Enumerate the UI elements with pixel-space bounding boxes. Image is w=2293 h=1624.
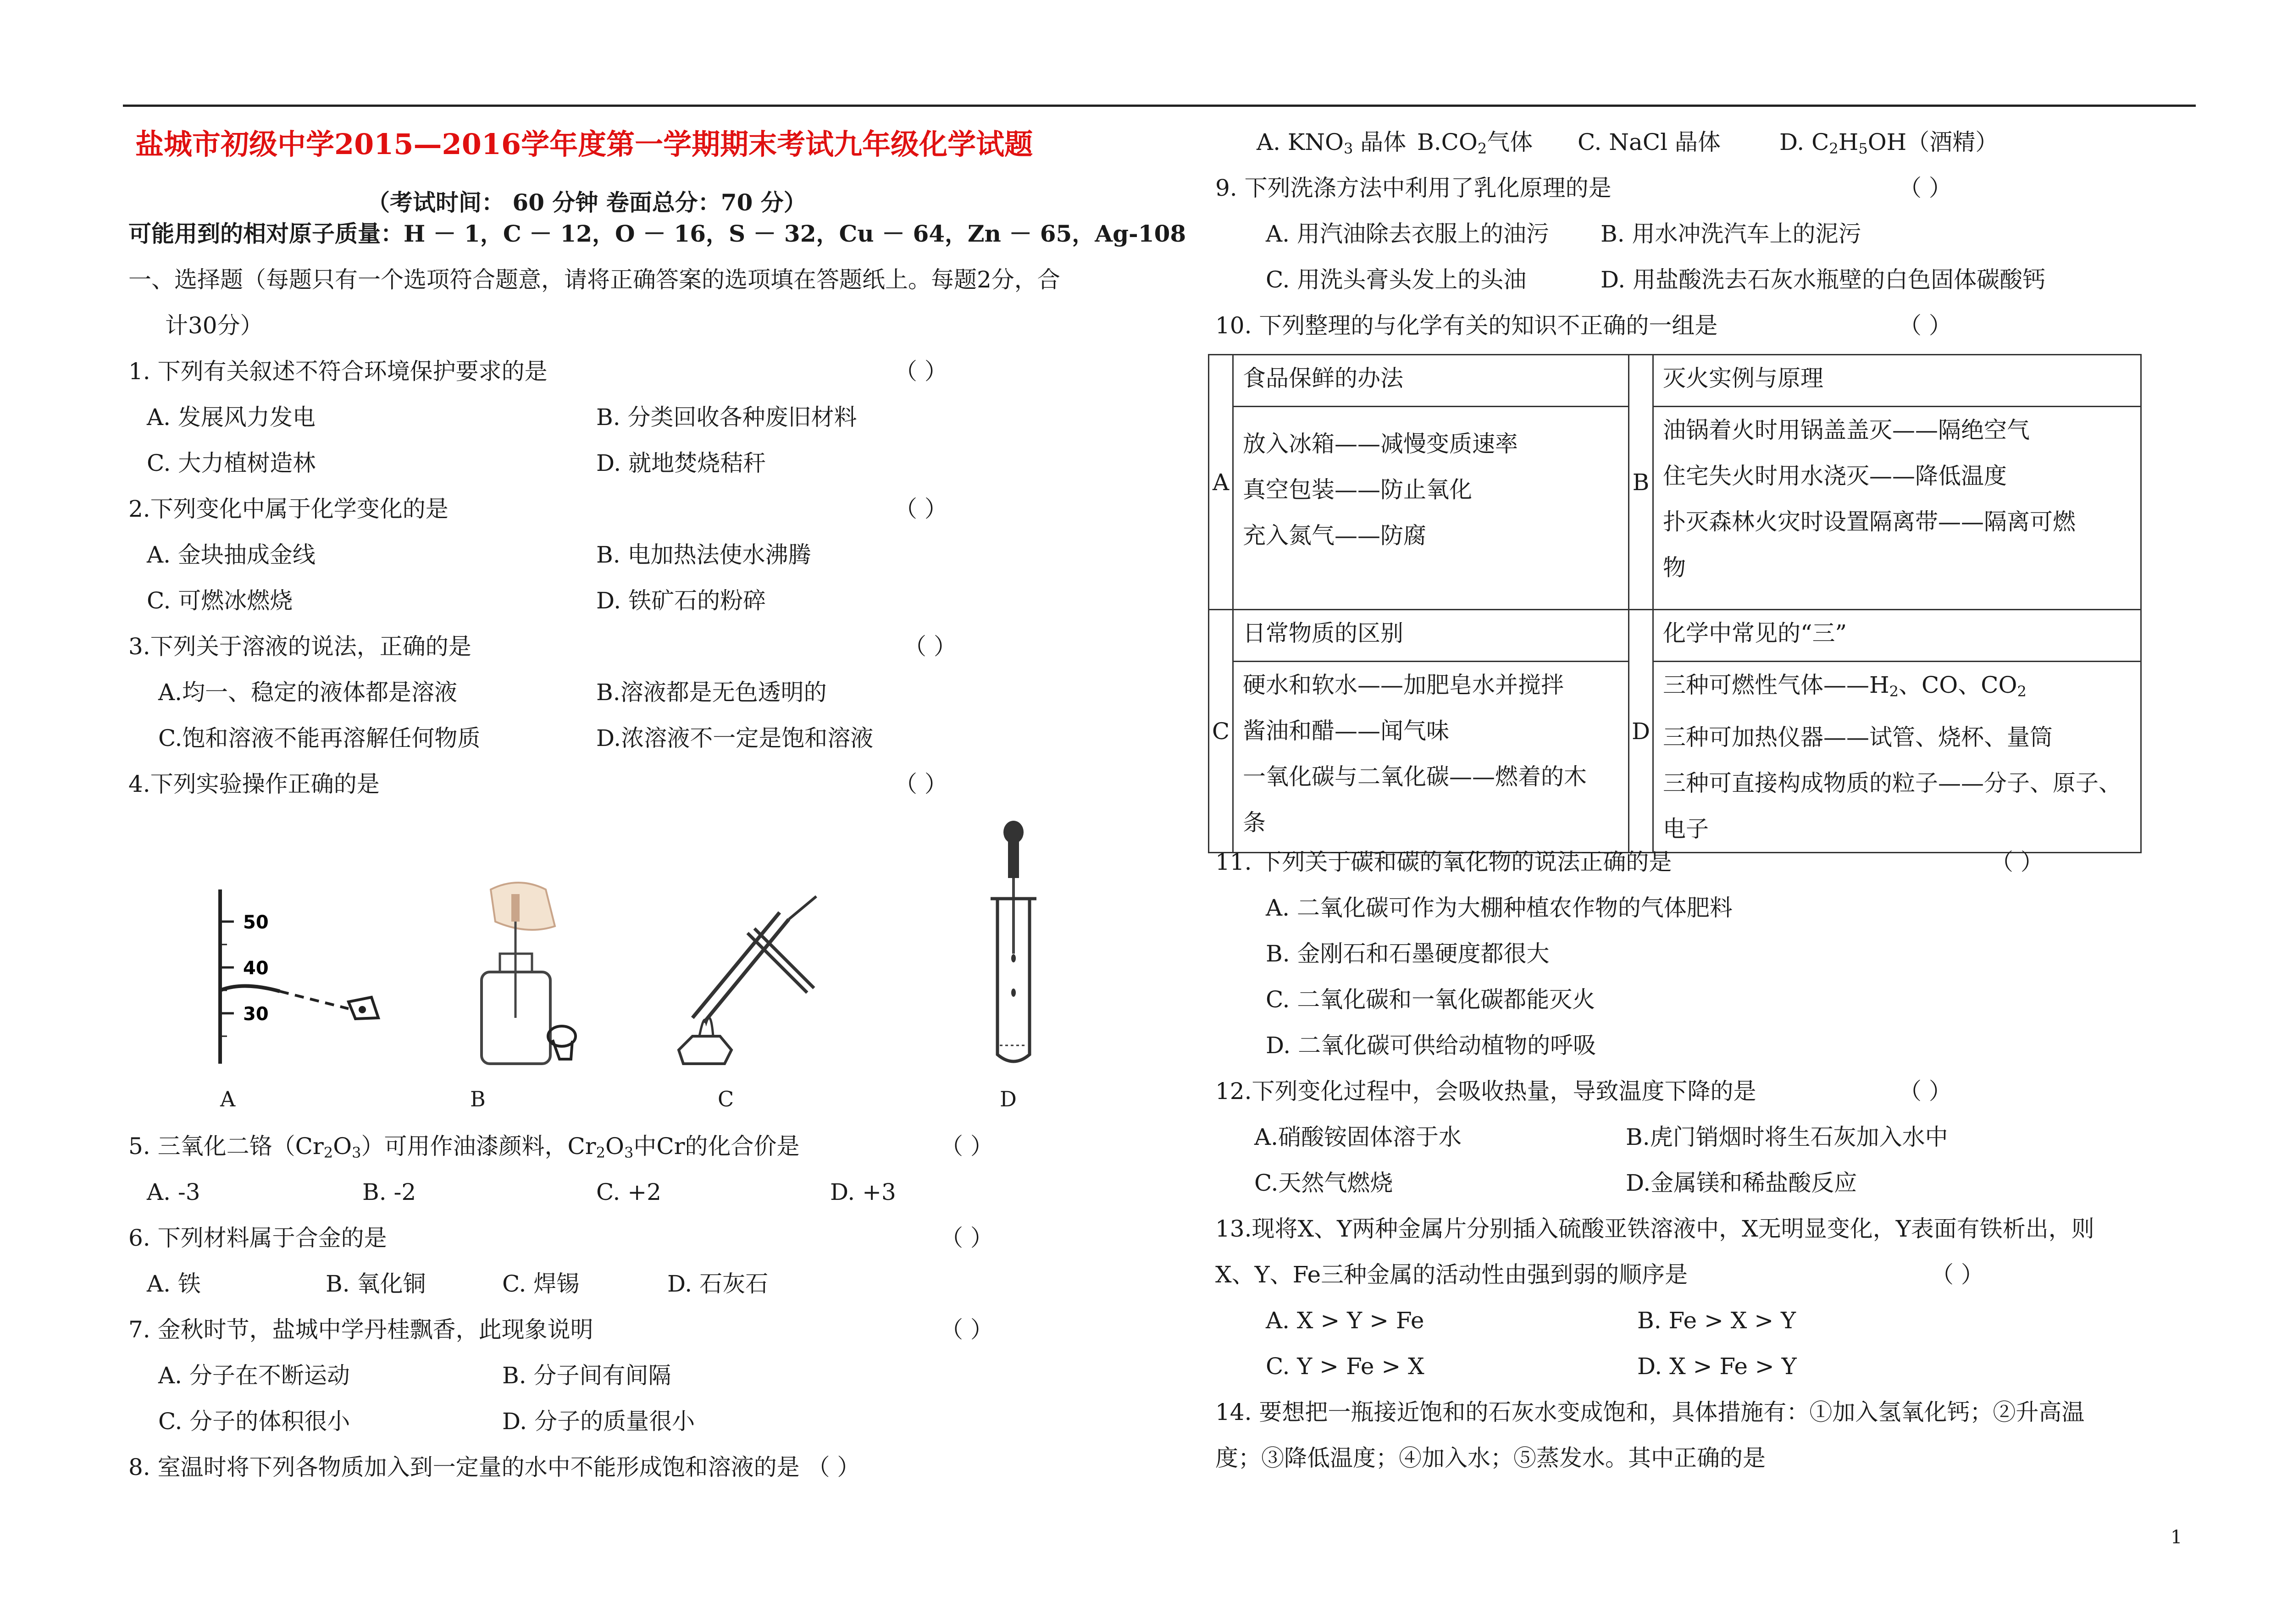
q8-option-d: D. $C_2H_5OH$（酒精） (1779, 129, 1999, 157)
exam-info: （考试时间： 60 分钟 卷面总分：70 分） (367, 189, 807, 216)
q10-d-line-3: 三种可直接构成物质的粒子——分子、原子、 (1663, 770, 2121, 796)
q13-option-b: B. Fe > X > Y (1637, 1307, 1796, 1334)
q6-stem: 6. 下列材料属于合金的是 (128, 1225, 387, 1251)
q13-option-c: C. Y > Fe > X (1266, 1353, 1424, 1380)
q4-stem: 4.下列实验操作正确的是 (128, 771, 380, 797)
q7-option-d: D. 分子的质量很小 (502, 1408, 695, 1435)
q10-c-line-3: 一氧化碳与二氧化碳——燃着的木 (1243, 763, 1587, 790)
figure-label-b: B (470, 1087, 486, 1111)
q6-option-b: B. 氧化铜 (326, 1270, 426, 1297)
q2-option-d: D. 铁矿石的粉碎 (596, 587, 766, 614)
q10-d-heading: 化学中常见的“三” (1653, 610, 2141, 662)
q2-option-b: B. 电加热法使水沸腾 (596, 541, 811, 568)
q10-b-line-2: 住宅失火时用水浇灭——降低温度 (1663, 463, 2007, 489)
q8-option-c: C. NaCl 晶体 (1578, 129, 1721, 155)
q8-stem: 8. 室温时将下列各物质加入到一定量的水中不能形成饱和溶液的是 （ ） (128, 1454, 860, 1480)
q1-option-b: B. 分类回收各种废旧材料 (596, 404, 857, 431)
q10-c-line-1: 硬水和软水——加肥皂水并搅拌 (1243, 672, 1564, 698)
q3-option-d: D.浓溶液不一定是饱和溶液 (596, 725, 874, 751)
q13-stem-cont: X、Y、Fe三种金属的活动性由强到弱的顺序是 (1215, 1261, 1688, 1288)
q2-option-c: C. 可燃冰燃烧 (147, 587, 293, 614)
q14-stem-cont: 度；③降低温度；④加入水；⑤蒸发水。其中正确的是 (1215, 1445, 1766, 1471)
q11-stem: 11. 下列关于碳和碳的氧化物的说法正确的是 (1215, 849, 1672, 875)
dropper-test-tube-figure (991, 821, 1036, 1061)
q3-option-c: C.饱和溶液不能再溶解任何物质 (158, 725, 481, 751)
q1-option-c: C. 大力植树造林 (147, 450, 316, 476)
q10-row-label-a: A (1209, 355, 1233, 610)
graduated-cylinder-figure (220, 889, 378, 1064)
q12-stem: 12.下列变化过程中，会吸收热量，导致温度下降的是 (1215, 1078, 1756, 1105)
q6-option-a: A. 铁 (147, 1270, 201, 1297)
q8-option-b: $B.CO_2$气体 (1417, 129, 1533, 157)
dropper-bottle-figure (482, 883, 576, 1064)
q9-option-b: B. 用水冲洗汽车上的泥污 (1601, 221, 1861, 247)
q1-stem: 1. 下列有关叙述不符合环境保护要求的是 (128, 358, 548, 385)
q10-a-heading: 食品保鲜的办法 (1233, 355, 1629, 407)
q10-b-line-3: 扑灭森林火灾时设置隔离带——隔离可燃 (1663, 508, 2076, 535)
q11-answer-paren: （ ） (1990, 849, 2044, 875)
q13-option-a: A. X > Y > Fe (1266, 1307, 1424, 1334)
q13-answer-paren: （ ） (1931, 1261, 1984, 1288)
q10-row-label-b: B (1629, 355, 1653, 610)
tick-40: 40 (243, 958, 269, 979)
top-rule (123, 105, 2196, 107)
q3-option-b: B.溶液都是无色透明的 (596, 679, 827, 706)
figure-label-a: A (220, 1087, 236, 1111)
q4-experiment-figures (197, 821, 1114, 1082)
q10-d-line-1: 三种可燃性气体$——H_2$、CO、$CO_2$ (1663, 672, 2027, 700)
q7-option-b: B. 分子间有间隔 (502, 1362, 671, 1389)
q11-option-a: A. 二氧化碳可作为大棚种植农作物的气体肥料 (1266, 895, 1733, 921)
q3-answer-paren: （ ） (903, 633, 957, 660)
q9-option-c: C. 用洗头膏头发上的头油 (1266, 266, 1527, 293)
q5-stem: 5. 三氧化二铬$(Cr_2O_3)$可用作油漆颜料，$Cr_2O_3$中Cr的化合价是 (128, 1133, 800, 1161)
q10-a-line-1: 放入冰箱——减慢变质速率 (1243, 431, 1518, 457)
q9-stem: 9. 下列洗涤方法中利用了乳化原理的是 (1215, 175, 1612, 201)
q1-option-d: D. 就地焚烧秸秆 (596, 450, 766, 476)
q10-row-label-d: D (1629, 610, 1653, 853)
figure-label-c: C (718, 1087, 734, 1111)
q10-a-content (1233, 407, 1629, 610)
q2-stem: 2.下列变化中属于化学变化的是 (128, 496, 449, 522)
q10-c-heading: 日常物质的区别 (1233, 610, 1629, 662)
section-1-heading: 一、选择题（每题只有一个选项符合题意，请将正确答案的选项填在答题纸上。每题2分，合 (128, 266, 1060, 293)
q10-c-content (1233, 662, 1629, 853)
q5-option-d: D. +3 (830, 1179, 896, 1205)
q10-c-line-2: 酱油和醋——闻气味 (1243, 718, 1449, 744)
q10-stem: 10. 下列整理的与化学有关的知识不正确的一组是 (1215, 312, 1718, 339)
q10-d-line-4: 电子 (1663, 816, 1709, 842)
q7-stem: 7. 金秋时节，盐城中学丹桂飘香，此现象说明 (128, 1316, 593, 1343)
q12-option-a: A.硝酸铵固体溶于水 (1254, 1124, 1462, 1150)
q2-answer-paren: （ ） (894, 496, 947, 522)
q10-d-content (1653, 662, 2141, 853)
q3-option-a: A.均一、稳定的液体都是溶液 (158, 679, 458, 706)
q12-option-c: C.天然气燃烧 (1254, 1170, 1393, 1196)
q10-knowledge-table (1208, 354, 2142, 853)
q10-a-line-2: 真空包装——防止氧化 (1243, 476, 1472, 503)
figure-label-d: D (1000, 1087, 1017, 1111)
tick-30: 30 (243, 1004, 269, 1025)
q10-b-heading: 灭火实例与原理 (1653, 355, 2141, 407)
q10-row-label-c: C (1209, 610, 1233, 853)
q9-option-a: A. 用汽油除去衣服上的油污 (1266, 221, 1549, 247)
section-1-heading-cont: 计30分） (165, 312, 263, 339)
q6-option-c: C. 焊锡 (502, 1270, 580, 1297)
q12-answer-paren: （ ） (1899, 1078, 1952, 1105)
q1-answer-paren: （ ） (894, 358, 947, 385)
atomic-mass-note: 可能用到的相对原子质量：H － 1，C － 12，O － 16，S － 32，Cu － 64，Zn － 65，Ag-108 (128, 220, 1186, 247)
q4-answer-paren: （ ） (894, 771, 947, 797)
q13-option-d: D. X > Fe > Y (1637, 1353, 1797, 1380)
q10-a-line-3: 充入氮气——防腐 (1243, 522, 1426, 549)
q11-option-c: C. 二氧化碳和一氧化碳都能灭火 (1266, 986, 1595, 1013)
q10-c-line-4: 条 (1243, 809, 1266, 836)
q6-answer-paren: （ ） (940, 1225, 993, 1251)
q10-answer-paren: （ ） (1899, 312, 1952, 339)
q5-option-c: C. +2 (596, 1179, 661, 1205)
q12-option-d: D.金属镁和稀盐酸反应 (1626, 1170, 1857, 1196)
exam-title: 盐城市初级中学2015—2016学年度第一学期期末考试九年级化学试题 (135, 127, 1033, 161)
q10-b-content (1653, 407, 2141, 610)
tick-50: 50 (243, 912, 269, 933)
q9-option-d: D. 用盐酸洗去石灰水瓶壁的白色固体碳酸钙 (1601, 266, 2046, 293)
q8-option-a: A. $KNO_3$ 晶体 (1257, 129, 1407, 157)
q10-b-line-4: 物 (1663, 554, 1686, 581)
q2-option-a: A. 金块抽成金线 (147, 541, 316, 568)
test-tube-heating-figure (679, 896, 816, 1064)
q10-b-line-1: 油锅着火时用锅盖盖灭——隔绝空气 (1663, 417, 2030, 443)
q10-d-line-2: 三种可加热仪器——试管、烧杯、量筒 (1663, 724, 2053, 751)
q3-stem: 3.下列关于溶液的说法，正确的是 (128, 633, 471, 660)
q12-option-b: B.虎门销烟时将生石灰加入水中 (1626, 1124, 1948, 1150)
q7-option-c: C. 分子的体积很小 (158, 1408, 350, 1435)
q1-option-a: A. 发展风力发电 (147, 404, 316, 431)
q5-answer-paren: （ ） (940, 1133, 993, 1160)
q5-option-a: A. -3 (147, 1179, 200, 1205)
q6-option-d: D. 石灰石 (667, 1270, 769, 1297)
q7-answer-paren: （ ） (940, 1316, 993, 1343)
q11-option-d: D. 二氧化碳可供给动植物的呼吸 (1266, 1032, 1596, 1059)
q9-answer-paren: （ ） (1899, 175, 1952, 201)
page-number: 1 (2171, 1527, 2182, 1548)
q13-stem: 13.现将X、Y两种金属片分别插入硫酸亚铁溶液中，X无明显变化，Y表面有铁析出，则 (1215, 1215, 2094, 1242)
q5-option-b: B. -2 (362, 1179, 416, 1205)
q11-option-b: B. 金刚石和石墨硬度都很大 (1266, 940, 1550, 967)
q7-option-a: A. 分子在不断运动 (158, 1362, 350, 1389)
q14-stem: 14. 要想把一瓶接近饱和的石灰水变成饱和，具体措施有：①加入氢氧化钙；②升高温 (1215, 1399, 2085, 1425)
